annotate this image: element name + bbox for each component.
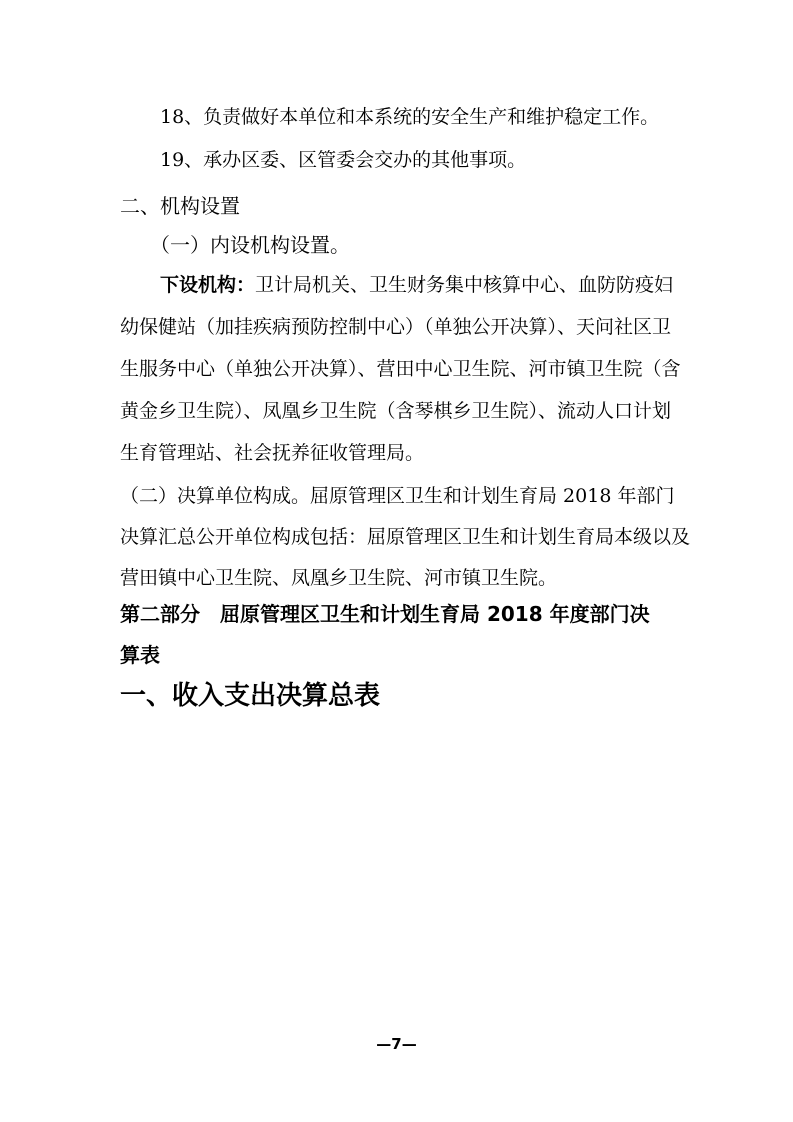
subsection-1-text-1: 卫计局机关、卫生财务集中核算中心、血防防疫妇 <box>255 274 674 296</box>
subsection-1-line-3: 生服务中心（单独公开决算）、营田中心卫生院、河市镇卫生院（含 <box>120 358 681 380</box>
subsection-2-text-1: 屈原管理区卫生和计划生育局 2018 年部门 <box>310 485 675 507</box>
subsection-1-title: （一）内设机构设置。 <box>150 233 350 257</box>
part-2-title-line-1: 第二部分 屈原管理区卫生和计划生育局 2018 年度部门决 <box>120 602 650 626</box>
subsection-2-line-2: 决算汇总公开单位构成包括：屈原管理区卫生和计划生育局本级以及 <box>120 526 691 548</box>
subsection-2-line-1 <box>120 484 674 508</box>
subsection-1-line-5: 生育管理站、社会抚养征收管理局。 <box>120 442 425 464</box>
table-heading: 一、收入支出决算总表 <box>120 681 381 711</box>
page-number: —7— <box>376 1035 417 1053</box>
subsection-1-line-1 <box>160 273 673 297</box>
item-19: 19、承办区委、区管委会交办的其他事项。 <box>160 149 527 171</box>
part-2-title-line-2: 算表 <box>120 643 160 667</box>
subsection-1-line-4: 黄金乡卫生院）、凤凰乡卫生院（含琴棋乡卫生院）、流动人口计划 <box>120 400 672 422</box>
subsection-1-lead: 下设机构： <box>160 274 256 296</box>
subsection-2-lead: （二）决算单位构成。 <box>120 485 311 507</box>
section-2-title: 二、机构设置 <box>120 194 240 218</box>
item-18: 18、负责做好本单位和本系统的安全生产和维护稳定工作。 <box>160 106 660 128</box>
subsection-1-line-2: 幼保健站（加挂疾病预防控制中心）（单独公开决算）、天问社区卫 <box>120 316 672 338</box>
subsection-2-line-3: 营田镇中心卫生院、凤凰乡卫生院、河市镇卫生院。 <box>120 567 558 589</box>
